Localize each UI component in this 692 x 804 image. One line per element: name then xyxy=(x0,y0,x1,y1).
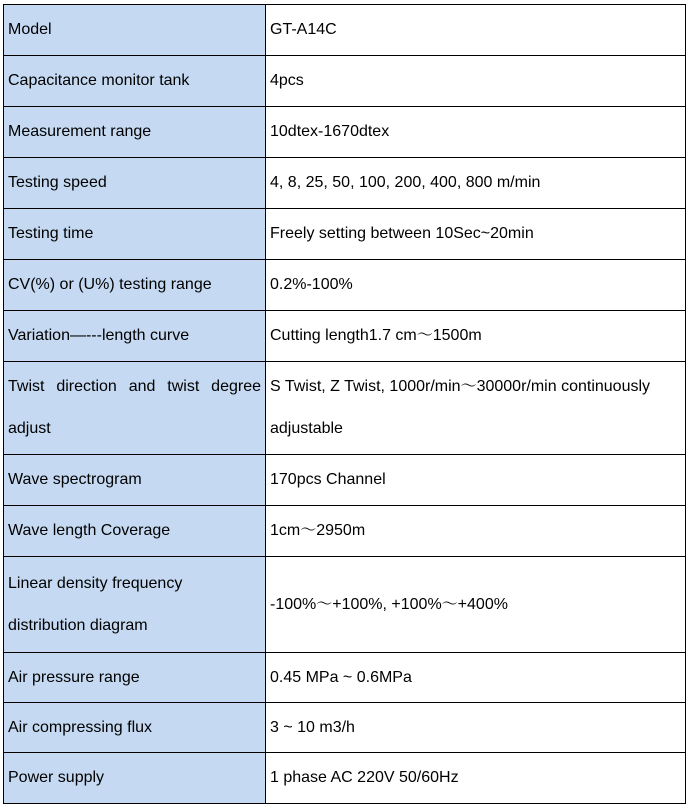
table-row-model xyxy=(4,5,686,56)
table-row-air-pressure xyxy=(4,653,686,703)
table-row-variation-curve xyxy=(4,311,686,362)
row-label: Air compressing flux xyxy=(4,703,266,753)
row-value: GT-A14C xyxy=(266,5,686,56)
row-label: Power supply xyxy=(4,753,266,804)
table-row-twist xyxy=(4,362,686,455)
table-row-air-flux xyxy=(4,703,686,753)
row-label: Air pressure range xyxy=(4,653,266,703)
row-value: 1cm～2950m xyxy=(266,506,686,557)
table-row-wave-spectrogram xyxy=(4,455,686,506)
table-row-cv-range xyxy=(4,260,686,311)
row-label: Measurement range xyxy=(4,107,266,158)
row-value: 4, 8, 25, 50, 100, 200, 400, 800 m/min xyxy=(266,158,686,209)
table-row-linear-density xyxy=(4,557,686,653)
row-label: Wave length Coverage xyxy=(4,506,266,557)
row-value: 3 ~ 10 m3/h xyxy=(266,703,686,753)
table-row-wave-length xyxy=(4,506,686,557)
table-row-power-supply xyxy=(4,753,686,804)
row-value: 10dtex-1670dtex xyxy=(266,107,686,158)
row-value: 0.45 MPa ~ 0.6MPa xyxy=(266,653,686,703)
table-row-testing-time xyxy=(4,209,686,260)
row-value: 0.2%-100% xyxy=(266,260,686,311)
row-value: S Twist, Z Twist, 1000r/min～30000r/min continuously adjustable xyxy=(266,362,686,455)
row-label: CV(%) or (U%) testing range xyxy=(4,260,266,311)
specification-table xyxy=(3,4,686,804)
row-value: -100%～+100%, +100%～+400% xyxy=(266,557,686,653)
row-value: 170pcs Channel xyxy=(266,455,686,506)
row-value: 1 phase AC 220V 50/60Hz xyxy=(266,753,686,804)
row-label: Twist direction and twist degree adjust xyxy=(4,362,266,455)
row-label: Linear density frequency distribution diagram xyxy=(4,557,266,653)
row-label: Model xyxy=(4,5,266,56)
row-label: Testing speed xyxy=(4,158,266,209)
row-label: Capacitance monitor tank xyxy=(4,56,266,107)
row-value: Freely setting between 10Sec~20min xyxy=(266,209,686,260)
table-row-testing-speed xyxy=(4,158,686,209)
table-row-capacitance xyxy=(4,56,686,107)
table-row-measurement-range xyxy=(4,107,686,158)
row-label: Testing time xyxy=(4,209,266,260)
row-label: Wave spectrogram xyxy=(4,455,266,506)
row-value: 4pcs xyxy=(266,56,686,107)
row-value: Cutting length1.7 cm～1500m xyxy=(266,311,686,362)
row-label: Variation—---length curve xyxy=(4,311,266,362)
